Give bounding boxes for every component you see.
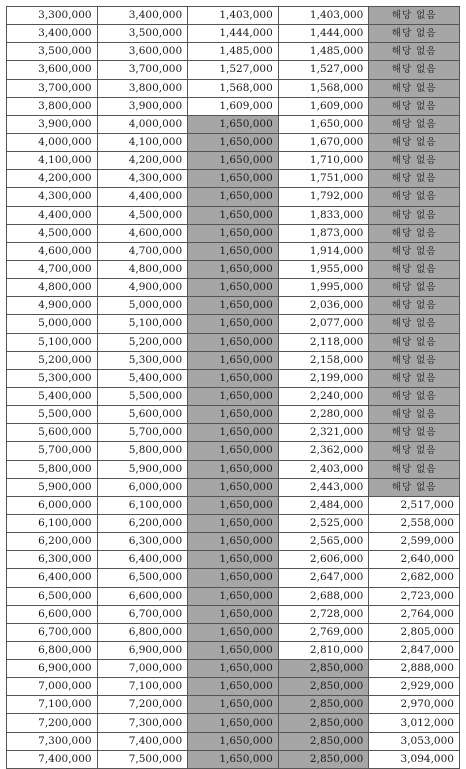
income-to-cell: 5,300,000 [97, 351, 188, 369]
income-from-cell: 5,400,000 [7, 387, 98, 405]
table-row [7, 188, 460, 206]
income-to-cell: 5,800,000 [97, 442, 188, 460]
amount-a-cell: 1,650,000 [188, 260, 279, 278]
amount-b-cell: 2,484,000 [278, 496, 369, 514]
amount-b-cell: 1,650,000 [278, 115, 369, 133]
income-from-cell: 4,400,000 [7, 206, 98, 224]
table-row [7, 297, 460, 315]
amount-a-cell: 1,403,000 [188, 7, 279, 25]
income-from-cell: 7,400,000 [7, 750, 98, 768]
amount-c-cell: 2,599,000 [369, 533, 460, 551]
amount-b-cell: 2,280,000 [278, 406, 369, 424]
amount-b-cell: 2,240,000 [278, 387, 369, 405]
amount-c-cell: 2,723,000 [369, 587, 460, 605]
amount-c-cell: 해당 없음 [369, 351, 460, 369]
amount-c-cell: 해당 없음 [369, 260, 460, 278]
amount-a-cell: 1,650,000 [188, 514, 279, 532]
amount-b-cell: 2,850,000 [278, 678, 369, 696]
income-from-cell: 5,700,000 [7, 442, 98, 460]
table-row [7, 478, 460, 496]
amount-a-cell: 1,650,000 [188, 696, 279, 714]
amount-b-cell: 1,995,000 [278, 279, 369, 297]
income-to-cell: 4,500,000 [97, 206, 188, 224]
amount-a-cell: 1,650,000 [188, 496, 279, 514]
amount-c-cell: 2,888,000 [369, 660, 460, 678]
amount-b-cell: 2,688,000 [278, 587, 369, 605]
amount-a-cell: 1,650,000 [188, 387, 279, 405]
income-from-cell: 3,500,000 [7, 43, 98, 61]
income-from-cell: 4,000,000 [7, 133, 98, 151]
amount-a-cell: 1,650,000 [188, 297, 279, 315]
amount-b-cell: 2,850,000 [278, 750, 369, 768]
table-row [7, 641, 460, 659]
amount-c-cell: 2,847,000 [369, 641, 460, 659]
amount-a-cell: 1,650,000 [188, 242, 279, 260]
table-row [7, 514, 460, 532]
amount-b-cell: 1,710,000 [278, 152, 369, 170]
income-to-cell: 4,700,000 [97, 242, 188, 260]
table-row [7, 496, 460, 514]
income-from-cell: 5,800,000 [7, 460, 98, 478]
amount-b-cell: 2,443,000 [278, 478, 369, 496]
income-to-cell: 3,400,000 [97, 7, 188, 25]
amount-b-cell: 1,751,000 [278, 170, 369, 188]
income-to-cell: 4,400,000 [97, 188, 188, 206]
income-to-cell: 5,100,000 [97, 315, 188, 333]
document-page [6, 6, 459, 769]
income-to-cell: 7,000,000 [97, 660, 188, 678]
amount-a-cell: 1,650,000 [188, 732, 279, 750]
table-row [7, 587, 460, 605]
amount-a-cell: 1,609,000 [188, 97, 279, 115]
income-to-cell: 4,300,000 [97, 170, 188, 188]
income-to-cell: 4,200,000 [97, 152, 188, 170]
income-to-cell: 3,600,000 [97, 43, 188, 61]
amount-b-cell: 2,118,000 [278, 333, 369, 351]
amount-a-cell: 1,650,000 [188, 623, 279, 641]
income-to-cell: 3,500,000 [97, 25, 188, 43]
amount-b-cell: 2,321,000 [278, 424, 369, 442]
amount-c-cell: 해당 없음 [369, 61, 460, 79]
income-to-cell: 6,000,000 [97, 478, 188, 496]
income-from-cell: 6,800,000 [7, 641, 98, 659]
income-to-cell: 6,300,000 [97, 533, 188, 551]
amount-a-cell: 1,650,000 [188, 369, 279, 387]
income-from-cell: 6,100,000 [7, 514, 98, 532]
amount-c-cell: 3,012,000 [369, 714, 460, 732]
amount-b-cell: 2,647,000 [278, 569, 369, 587]
amount-b-cell: 2,850,000 [278, 696, 369, 714]
amount-a-cell: 1,650,000 [188, 660, 279, 678]
amount-b-cell: 1,670,000 [278, 133, 369, 151]
amount-c-cell: 해당 없음 [369, 406, 460, 424]
amount-c-cell: 2,517,000 [369, 496, 460, 514]
amount-c-cell: 해당 없음 [369, 188, 460, 206]
amount-c-cell: 해당 없음 [369, 43, 460, 61]
amount-b-cell: 2,606,000 [278, 551, 369, 569]
income-to-cell: 6,700,000 [97, 605, 188, 623]
income-from-cell: 3,700,000 [7, 79, 98, 97]
income-to-cell: 4,000,000 [97, 115, 188, 133]
income-to-cell: 5,500,000 [97, 387, 188, 405]
income-from-cell: 4,200,000 [7, 170, 98, 188]
amount-c-cell: 해당 없음 [369, 460, 460, 478]
income-from-cell: 7,200,000 [7, 714, 98, 732]
amount-c-cell: 해당 없음 [369, 206, 460, 224]
income-from-cell: 5,200,000 [7, 351, 98, 369]
amount-b-cell: 1,609,000 [278, 97, 369, 115]
income-to-cell: 6,200,000 [97, 514, 188, 532]
amount-c-cell: 해당 없음 [369, 297, 460, 315]
table-row [7, 442, 460, 460]
income-to-cell: 3,800,000 [97, 79, 188, 97]
income-to-cell: 6,600,000 [97, 587, 188, 605]
amount-a-cell: 1,650,000 [188, 206, 279, 224]
income-to-cell: 4,800,000 [97, 260, 188, 278]
table-row [7, 551, 460, 569]
amount-table [6, 6, 460, 769]
amount-a-cell: 1,444,000 [188, 25, 279, 43]
amount-a-cell: 1,650,000 [188, 115, 279, 133]
income-from-cell: 6,500,000 [7, 587, 98, 605]
table-row [7, 750, 460, 768]
income-from-cell: 4,100,000 [7, 152, 98, 170]
amount-b-cell: 1,403,000 [278, 7, 369, 25]
amount-a-cell: 1,650,000 [188, 406, 279, 424]
table-row [7, 152, 460, 170]
table-row [7, 732, 460, 750]
amount-b-cell: 2,199,000 [278, 369, 369, 387]
income-to-cell: 5,700,000 [97, 424, 188, 442]
amount-c-cell: 해당 없음 [369, 152, 460, 170]
amount-c-cell: 2,929,000 [369, 678, 460, 696]
amount-a-cell: 1,650,000 [188, 641, 279, 659]
amount-b-cell: 2,362,000 [278, 442, 369, 460]
amount-a-cell: 1,650,000 [188, 170, 279, 188]
amount-a-cell: 1,650,000 [188, 551, 279, 569]
amount-c-cell: 해당 없음 [369, 115, 460, 133]
amount-c-cell: 해당 없음 [369, 315, 460, 333]
amount-c-cell: 해당 없음 [369, 97, 460, 115]
amount-b-cell: 2,810,000 [278, 641, 369, 659]
amount-a-cell: 1,650,000 [188, 587, 279, 605]
amount-a-cell: 1,650,000 [188, 224, 279, 242]
income-to-cell: 4,900,000 [97, 279, 188, 297]
income-from-cell: 7,000,000 [7, 678, 98, 696]
income-to-cell: 7,400,000 [97, 732, 188, 750]
amount-c-cell: 해당 없음 [369, 133, 460, 151]
income-to-cell: 6,500,000 [97, 569, 188, 587]
table-row [7, 351, 460, 369]
table-row [7, 61, 460, 79]
amount-a-cell: 1,650,000 [188, 714, 279, 732]
income-to-cell: 6,800,000 [97, 623, 188, 641]
amount-b-cell: 1,527,000 [278, 61, 369, 79]
amount-a-cell: 1,650,000 [188, 279, 279, 297]
income-from-cell: 6,700,000 [7, 623, 98, 641]
table-row [7, 242, 460, 260]
table-row [7, 97, 460, 115]
amount-a-cell: 1,485,000 [188, 43, 279, 61]
income-from-cell: 3,400,000 [7, 25, 98, 43]
amount-c-cell: 2,805,000 [369, 623, 460, 641]
income-to-cell: 6,900,000 [97, 641, 188, 659]
amount-c-cell: 해당 없음 [369, 170, 460, 188]
table-row [7, 678, 460, 696]
table-row [7, 569, 460, 587]
amount-c-cell: 해당 없음 [369, 224, 460, 242]
amount-b-cell: 2,525,000 [278, 514, 369, 532]
amount-b-cell: 2,728,000 [278, 605, 369, 623]
income-from-cell: 4,700,000 [7, 260, 98, 278]
income-from-cell: 6,900,000 [7, 660, 98, 678]
income-to-cell: 7,300,000 [97, 714, 188, 732]
amount-c-cell: 2,682,000 [369, 569, 460, 587]
income-from-cell: 3,300,000 [7, 7, 98, 25]
income-to-cell: 4,100,000 [97, 133, 188, 151]
income-to-cell: 5,200,000 [97, 333, 188, 351]
amount-b-cell: 2,769,000 [278, 623, 369, 641]
table-row [7, 369, 460, 387]
amount-a-cell: 1,650,000 [188, 750, 279, 768]
income-to-cell: 5,400,000 [97, 369, 188, 387]
income-to-cell: 7,200,000 [97, 696, 188, 714]
table-row [7, 7, 460, 25]
income-from-cell: 5,500,000 [7, 406, 98, 424]
table-row [7, 605, 460, 623]
amount-c-cell: 해당 없음 [369, 79, 460, 97]
income-to-cell: 3,700,000 [97, 61, 188, 79]
table-row [7, 714, 460, 732]
table-row [7, 79, 460, 97]
amount-b-cell: 1,955,000 [278, 260, 369, 278]
table-body [7, 7, 460, 769]
income-from-cell: 6,000,000 [7, 496, 98, 514]
income-to-cell: 4,600,000 [97, 224, 188, 242]
table-row [7, 170, 460, 188]
table-row [7, 660, 460, 678]
amount-a-cell: 1,650,000 [188, 315, 279, 333]
table-row [7, 387, 460, 405]
amount-c-cell: 2,640,000 [369, 551, 460, 569]
amount-c-cell: 해당 없음 [369, 25, 460, 43]
table-row [7, 279, 460, 297]
income-to-cell: 5,900,000 [97, 460, 188, 478]
income-to-cell: 6,100,000 [97, 496, 188, 514]
amount-b-cell: 1,568,000 [278, 79, 369, 97]
table-row [7, 406, 460, 424]
income-from-cell: 6,300,000 [7, 551, 98, 569]
income-from-cell: 6,200,000 [7, 533, 98, 551]
amount-a-cell: 1,650,000 [188, 569, 279, 587]
table-row [7, 43, 460, 61]
amount-b-cell: 1,444,000 [278, 25, 369, 43]
amount-a-cell: 1,650,000 [188, 133, 279, 151]
income-from-cell: 5,300,000 [7, 369, 98, 387]
amount-c-cell: 해당 없음 [369, 279, 460, 297]
income-from-cell: 4,300,000 [7, 188, 98, 206]
table-row [7, 25, 460, 43]
amount-b-cell: 1,485,000 [278, 43, 369, 61]
amount-c-cell: 해당 없음 [369, 242, 460, 260]
amount-a-cell: 1,650,000 [188, 478, 279, 496]
amount-c-cell: 3,094,000 [369, 750, 460, 768]
amount-b-cell: 2,850,000 [278, 732, 369, 750]
income-to-cell: 6,400,000 [97, 551, 188, 569]
income-from-cell: 7,300,000 [7, 732, 98, 750]
amount-b-cell: 2,850,000 [278, 660, 369, 678]
income-from-cell: 4,800,000 [7, 279, 98, 297]
table-row [7, 533, 460, 551]
income-to-cell: 7,100,000 [97, 678, 188, 696]
amount-c-cell: 2,558,000 [369, 514, 460, 532]
amount-c-cell: 2,764,000 [369, 605, 460, 623]
income-from-cell: 4,500,000 [7, 224, 98, 242]
income-from-cell: 3,900,000 [7, 115, 98, 133]
amount-a-cell: 1,650,000 [188, 605, 279, 623]
amount-b-cell: 1,833,000 [278, 206, 369, 224]
income-to-cell: 5,600,000 [97, 406, 188, 424]
amount-a-cell: 1,650,000 [188, 351, 279, 369]
amount-c-cell: 해당 없음 [369, 424, 460, 442]
amount-b-cell: 2,077,000 [278, 315, 369, 333]
amount-b-cell: 1,914,000 [278, 242, 369, 260]
amount-c-cell: 2,970,000 [369, 696, 460, 714]
amount-a-cell: 1,650,000 [188, 188, 279, 206]
income-from-cell: 5,100,000 [7, 333, 98, 351]
income-from-cell: 7,100,000 [7, 696, 98, 714]
income-from-cell: 3,600,000 [7, 61, 98, 79]
income-from-cell: 4,600,000 [7, 242, 98, 260]
table-row [7, 224, 460, 242]
amount-c-cell: 3,053,000 [369, 732, 460, 750]
amount-c-cell: 해당 없음 [369, 442, 460, 460]
amount-c-cell: 해당 없음 [369, 478, 460, 496]
table-row [7, 206, 460, 224]
amount-b-cell: 2,036,000 [278, 297, 369, 315]
income-to-cell: 3,900,000 [97, 97, 188, 115]
amount-c-cell: 해당 없음 [369, 333, 460, 351]
table-row [7, 333, 460, 351]
amount-b-cell: 2,158,000 [278, 351, 369, 369]
income-from-cell: 4,900,000 [7, 297, 98, 315]
amount-b-cell: 1,792,000 [278, 188, 369, 206]
income-from-cell: 6,600,000 [7, 605, 98, 623]
table-row [7, 315, 460, 333]
amount-a-cell: 1,650,000 [188, 424, 279, 442]
income-to-cell: 5,000,000 [97, 297, 188, 315]
amount-a-cell: 1,650,000 [188, 533, 279, 551]
amount-c-cell: 해당 없음 [369, 387, 460, 405]
income-from-cell: 3,800,000 [7, 97, 98, 115]
amount-a-cell: 1,650,000 [188, 678, 279, 696]
amount-a-cell: 1,650,000 [188, 460, 279, 478]
table-row [7, 260, 460, 278]
income-from-cell: 5,000,000 [7, 315, 98, 333]
amount-a-cell: 1,568,000 [188, 79, 279, 97]
amount-b-cell: 2,850,000 [278, 714, 369, 732]
table-row [7, 696, 460, 714]
amount-b-cell: 2,403,000 [278, 460, 369, 478]
income-to-cell: 7,500,000 [97, 750, 188, 768]
table-row [7, 133, 460, 151]
table-row [7, 115, 460, 133]
income-from-cell: 6,400,000 [7, 569, 98, 587]
amount-a-cell: 1,650,000 [188, 333, 279, 351]
income-from-cell: 5,900,000 [7, 478, 98, 496]
amount-b-cell: 1,873,000 [278, 224, 369, 242]
amount-c-cell: 해당 없음 [369, 369, 460, 387]
amount-a-cell: 1,650,000 [188, 442, 279, 460]
income-from-cell: 5,600,000 [7, 424, 98, 442]
amount-c-cell: 해당 없음 [369, 7, 460, 25]
amount-b-cell: 2,565,000 [278, 533, 369, 551]
table-row [7, 623, 460, 641]
table-row [7, 460, 460, 478]
table-row [7, 424, 460, 442]
amount-a-cell: 1,527,000 [188, 61, 279, 79]
amount-a-cell: 1,650,000 [188, 152, 279, 170]
